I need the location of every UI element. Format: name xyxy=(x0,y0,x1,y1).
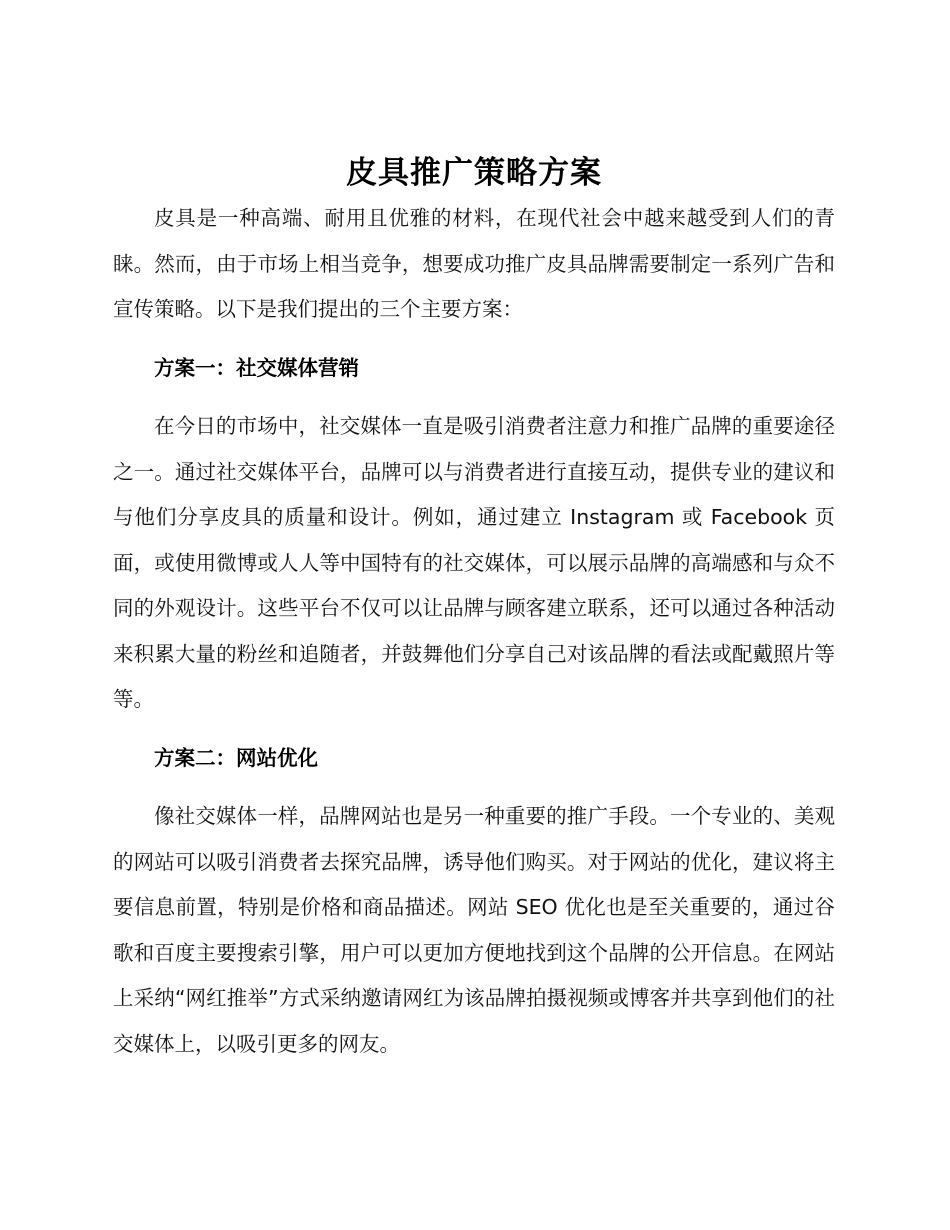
page-title: 皮具推广策略方案 xyxy=(346,155,602,191)
section-heading-social-media: 方案一：社交媒体营销 xyxy=(154,355,359,380)
spacer xyxy=(113,781,835,794)
spacer xyxy=(113,391,835,404)
section-body-website: 像社交媒体一样，品牌网站也是另一种重要的推广手段。一个专业的、美观的网站可以吸引消费者去探究品牌，诱导他们购买。对于网站的优化，建议将主要信息前置，特别是价格和商品描述。网站 SEO 优化也是至关重要的，通过谷歌和百度主要搜索引擎，用户可以更加方便地找到这个品牌的公开信息。在网站上采纳“网红推举”方式采纳邀请网红为该品牌拍摄视频或博客并共享到他们的社交媒体上，以吸引更多的网友。 xyxy=(113,804,835,1056)
section-body-social-media: 在今日的市场中，社交媒体一直是吸引消费者注意力和推广品牌的重要途径之一。通过社交媒体平台，品牌可以与消费者进行直接互动，提供专业的建议和与他们分享皮具的质量和设计。例如，通过建立 Instagram 或 Facebook 页面，或使用微博或人人等中国特有的社交媒体，可以展示品牌的高端感和与众不同的外观设计。这些平台不仅可以让品牌与顾客建立联系，还可以通过各种活动来积累大量的粉丝和追随者，并鼓舞他们分享自己对该品牌的看法或配戴照片等等。 xyxy=(113,414,835,711)
section-heading-website: 方案二：网站优化 xyxy=(154,745,318,770)
document-page xyxy=(113,150,835,1067)
spacer xyxy=(113,333,835,346)
spacer xyxy=(113,723,835,736)
intro-paragraph: 皮具是一种高端、耐用且优雅的材料，在现代社会中越来越受到人们的青睐。然而，由于市场上相当竞争，想要成功推广皮具品牌需要制定一系列广告和宣传策略。以下是我们提出的三个主要方案： xyxy=(113,206,835,321)
